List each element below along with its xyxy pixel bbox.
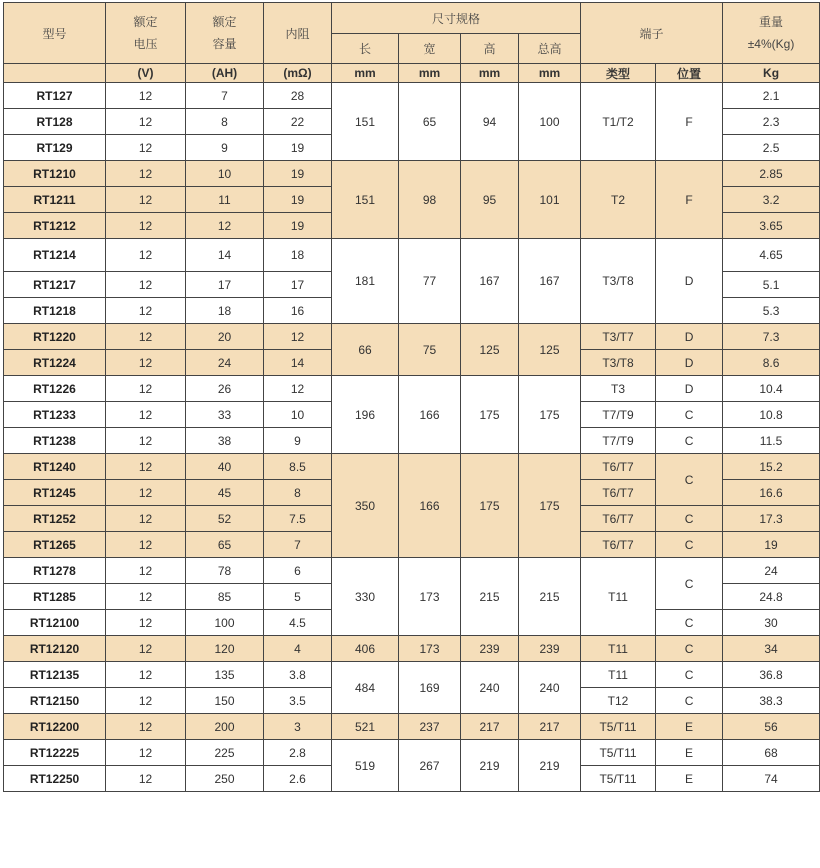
- table-row: [4, 714, 820, 740]
- cell-voltage: 12: [106, 506, 186, 532]
- cell-resistance: 3.8: [264, 662, 332, 688]
- cell-resistance: 8.5: [264, 454, 332, 480]
- cell-weight: 3.65: [723, 213, 820, 239]
- cell-resistance: 7: [264, 532, 332, 558]
- unit-resistance: (mΩ): [264, 64, 332, 83]
- cell-terminal-position: C: [656, 402, 723, 428]
- cell-capacity: 85: [186, 584, 264, 610]
- cell-terminal-type: T11: [581, 558, 656, 636]
- cell-terminal-type: T5/T11: [581, 740, 656, 766]
- cell-voltage: 12: [106, 714, 186, 740]
- cell-voltage: 12: [106, 584, 186, 610]
- cell-width: 173: [399, 558, 461, 636]
- cell-total-height: 215: [519, 558, 581, 636]
- cell-terminal-type: T7/T9: [581, 428, 656, 454]
- cell-capacity: 33: [186, 402, 264, 428]
- cell-model: RT1220: [4, 324, 106, 350]
- unit-terminal-type: 类型: [581, 64, 656, 83]
- cell-voltage: 12: [106, 109, 186, 135]
- header-total-height: 总高: [519, 34, 581, 64]
- cell-model: RT127: [4, 83, 106, 109]
- cell-resistance: 9: [264, 428, 332, 454]
- table-row: [4, 3, 820, 34]
- cell-resistance: 22: [264, 109, 332, 135]
- cell-model: RT129: [4, 135, 106, 161]
- cell-height: 167: [461, 239, 519, 324]
- cell-weight: 2.85: [723, 161, 820, 187]
- cell-model: RT1224: [4, 350, 106, 376]
- cell-terminal-position: C: [656, 558, 723, 610]
- cell-weight: 10.8: [723, 402, 820, 428]
- cell-capacity: 18: [186, 298, 264, 324]
- cell-terminal-type: T6/T7: [581, 506, 656, 532]
- cell-length: 151: [332, 161, 399, 239]
- cell-resistance: 3.5: [264, 688, 332, 714]
- cell-resistance: 10: [264, 402, 332, 428]
- header-length: 长: [332, 34, 399, 64]
- cell-terminal-type: T6/T7: [581, 454, 656, 480]
- cell-weight: 2.3: [723, 109, 820, 135]
- cell-resistance: 12: [264, 376, 332, 402]
- cell-length: 181: [332, 239, 399, 324]
- cell-terminal-position: C: [656, 636, 723, 662]
- cell-voltage: 12: [106, 324, 186, 350]
- cell-capacity: 7: [186, 83, 264, 109]
- cell-voltage: 12: [106, 161, 186, 187]
- cell-weight: 2.1: [723, 83, 820, 109]
- table-row: [4, 83, 820, 109]
- cell-voltage: 12: [106, 402, 186, 428]
- cell-height: 215: [461, 558, 519, 636]
- cell-terminal-position: E: [656, 714, 723, 740]
- cell-height: 94: [461, 83, 519, 161]
- cell-capacity: 9: [186, 135, 264, 161]
- cell-resistance: 16: [264, 298, 332, 324]
- cell-length: 350: [332, 454, 399, 558]
- cell-weight: 74: [723, 766, 820, 792]
- cell-total-height: 175: [519, 454, 581, 558]
- cell-model: RT1240: [4, 454, 106, 480]
- cell-voltage: 12: [106, 83, 186, 109]
- cell-weight: 10.4: [723, 376, 820, 402]
- cell-model: RT1245: [4, 480, 106, 506]
- cell-weight: 8.6: [723, 350, 820, 376]
- unit-capacity: (AH): [186, 64, 264, 83]
- unit-voltage: (V): [106, 64, 186, 83]
- cell-voltage: 12: [106, 187, 186, 213]
- cell-weight: 5.1: [723, 272, 820, 298]
- cell-resistance: 19: [264, 161, 332, 187]
- cell-weight: 7.3: [723, 324, 820, 350]
- cell-weight: 5.3: [723, 298, 820, 324]
- cell-resistance: 3: [264, 714, 332, 740]
- cell-width: 173: [399, 636, 461, 662]
- cell-terminal-position: D: [656, 324, 723, 350]
- cell-terminal-type: T3: [581, 376, 656, 402]
- header-dimensions: 尺寸规格: [332, 3, 581, 34]
- cell-voltage: 12: [106, 662, 186, 688]
- cell-capacity: 11: [186, 187, 264, 213]
- cell-width: 267: [399, 740, 461, 792]
- cell-capacity: 14: [186, 239, 264, 272]
- cell-model: RT1252: [4, 506, 106, 532]
- table-row: [4, 454, 820, 480]
- cell-weight: 15.2: [723, 454, 820, 480]
- cell-terminal-position: D: [656, 350, 723, 376]
- cell-capacity: 26: [186, 376, 264, 402]
- header-terminal: 端子: [581, 3, 723, 64]
- cell-width: 98: [399, 161, 461, 239]
- cell-voltage: 12: [106, 480, 186, 506]
- header-resistance: 内阻: [264, 3, 332, 64]
- cell-length: 330: [332, 558, 399, 636]
- cell-voltage: 12: [106, 239, 186, 272]
- cell-voltage: 12: [106, 636, 186, 662]
- cell-height: 95: [461, 161, 519, 239]
- cell-resistance: 12: [264, 324, 332, 350]
- cell-voltage: 12: [106, 558, 186, 584]
- cell-resistance: 18: [264, 239, 332, 272]
- cell-capacity: 200: [186, 714, 264, 740]
- cell-terminal-position: D: [656, 239, 723, 324]
- cell-total-height: 219: [519, 740, 581, 792]
- cell-total-height: 239: [519, 636, 581, 662]
- cell-model: RT12250: [4, 766, 106, 792]
- cell-height: 125: [461, 324, 519, 376]
- header-capacity-line: 容量: [212, 37, 237, 51]
- table-row: [4, 662, 820, 688]
- cell-voltage: 12: [106, 213, 186, 239]
- cell-terminal-type: T2: [581, 161, 656, 239]
- cell-resistance: 14: [264, 350, 332, 376]
- cell-weight: 36.8: [723, 662, 820, 688]
- table-row: [4, 558, 820, 584]
- unit-width: mm: [399, 64, 461, 83]
- cell-resistance: 5: [264, 584, 332, 610]
- cell-voltage: 12: [106, 135, 186, 161]
- battery-spec-table: [3, 2, 820, 792]
- cell-capacity: 24: [186, 350, 264, 376]
- cell-resistance: 7.5: [264, 506, 332, 532]
- cell-terminal-position: C: [656, 532, 723, 558]
- cell-voltage: 12: [106, 766, 186, 792]
- table-row: [4, 64, 820, 83]
- cell-total-height: 167: [519, 239, 581, 324]
- cell-model: RT12120: [4, 636, 106, 662]
- cell-model: RT1238: [4, 428, 106, 454]
- cell-voltage: 12: [106, 688, 186, 714]
- table-row: [4, 740, 820, 766]
- cell-model: RT1212: [4, 213, 106, 239]
- cell-width: 166: [399, 454, 461, 558]
- cell-terminal-type: T11: [581, 636, 656, 662]
- header-capacity-line: 额定: [212, 15, 237, 29]
- cell-voltage: 12: [106, 740, 186, 766]
- cell-weight: 3.2: [723, 187, 820, 213]
- cell-terminal-type: T6/T7: [581, 532, 656, 558]
- cell-terminal-type: T3/T7: [581, 324, 656, 350]
- cell-resistance: 2.8: [264, 740, 332, 766]
- cell-model: RT12135: [4, 662, 106, 688]
- cell-terminal-type: T1/T2: [581, 83, 656, 161]
- cell-model: RT1210: [4, 161, 106, 187]
- cell-total-height: 175: [519, 376, 581, 454]
- header-weight-line: ±4%(Kg): [747, 37, 795, 51]
- cell-length: 66: [332, 324, 399, 376]
- cell-capacity: 135: [186, 662, 264, 688]
- cell-model: RT12100: [4, 610, 106, 636]
- cell-length: 484: [332, 662, 399, 714]
- cell-model: RT12200: [4, 714, 106, 740]
- cell-weight: 24.8: [723, 584, 820, 610]
- cell-weight: 2.5: [723, 135, 820, 161]
- cell-capacity: 17: [186, 272, 264, 298]
- cell-total-height: 100: [519, 83, 581, 161]
- cell-terminal-type: T11: [581, 662, 656, 688]
- cell-height: 217: [461, 714, 519, 740]
- table-row: [4, 324, 820, 350]
- cell-terminal-position: C: [656, 688, 723, 714]
- cell-capacity: 52: [186, 506, 264, 532]
- cell-resistance: 8: [264, 480, 332, 506]
- cell-terminal-position: C: [656, 506, 723, 532]
- cell-model: RT128: [4, 109, 106, 135]
- cell-model: RT12225: [4, 740, 106, 766]
- cell-capacity: 8: [186, 109, 264, 135]
- cell-resistance: 4: [264, 636, 332, 662]
- cell-terminal-position: F: [656, 161, 723, 239]
- cell-terminal-type: T3/T8: [581, 239, 656, 324]
- cell-total-height: 217: [519, 714, 581, 740]
- cell-capacity: 20: [186, 324, 264, 350]
- cell-height: 175: [461, 454, 519, 558]
- cell-length: 521: [332, 714, 399, 740]
- cell-model: RT1278: [4, 558, 106, 584]
- unit-weight: Kg: [723, 64, 820, 83]
- cell-model: RT1218: [4, 298, 106, 324]
- cell-voltage: 12: [106, 610, 186, 636]
- cell-width: 75: [399, 324, 461, 376]
- unit-height: mm: [461, 64, 519, 83]
- table-row: [4, 376, 820, 402]
- cell-model: RT1265: [4, 532, 106, 558]
- cell-terminal-position: C: [656, 610, 723, 636]
- cell-width: 77: [399, 239, 461, 324]
- cell-height: 240: [461, 662, 519, 714]
- cell-capacity: 10: [186, 161, 264, 187]
- cell-resistance: 2.6: [264, 766, 332, 792]
- cell-weight: 34: [723, 636, 820, 662]
- cell-weight: 19: [723, 532, 820, 558]
- cell-total-height: 101: [519, 161, 581, 239]
- cell-weight: 16.6: [723, 480, 820, 506]
- table-row: [4, 161, 820, 187]
- header-height: 高: [461, 34, 519, 64]
- cell-terminal-type: T6/T7: [581, 480, 656, 506]
- cell-terminal-type: T12: [581, 688, 656, 714]
- cell-weight: 24: [723, 558, 820, 584]
- cell-height: 175: [461, 376, 519, 454]
- cell-terminal-position: F: [656, 83, 723, 161]
- cell-voltage: 12: [106, 376, 186, 402]
- cell-capacity: 120: [186, 636, 264, 662]
- cell-capacity: 38: [186, 428, 264, 454]
- header-model: 型号: [4, 3, 106, 64]
- cell-resistance: 4.5: [264, 610, 332, 636]
- cell-terminal-position: C: [656, 454, 723, 506]
- cell-weight: 56: [723, 714, 820, 740]
- cell-width: 237: [399, 714, 461, 740]
- cell-model: RT1226: [4, 376, 106, 402]
- unit-terminal-position: 位置: [656, 64, 723, 83]
- cell-capacity: 100: [186, 610, 264, 636]
- cell-total-height: 240: [519, 662, 581, 714]
- cell-length: 519: [332, 740, 399, 792]
- cell-resistance: 17: [264, 272, 332, 298]
- cell-voltage: 12: [106, 298, 186, 324]
- cell-length: 406: [332, 636, 399, 662]
- cell-model: RT1211: [4, 187, 106, 213]
- cell-capacity: 225: [186, 740, 264, 766]
- cell-length: 151: [332, 83, 399, 161]
- cell-resistance: 6: [264, 558, 332, 584]
- header-voltage-line: 额定: [133, 15, 158, 29]
- cell-terminal-type: T5/T11: [581, 714, 656, 740]
- cell-height: 239: [461, 636, 519, 662]
- cell-model: RT1285: [4, 584, 106, 610]
- cell-width: 169: [399, 662, 461, 714]
- cell-width: 166: [399, 376, 461, 454]
- cell-weight: 30: [723, 610, 820, 636]
- cell-resistance: 19: [264, 187, 332, 213]
- cell-weight: 4.65: [723, 239, 820, 272]
- cell-weight: 17.3: [723, 506, 820, 532]
- cell-weight: 11.5: [723, 428, 820, 454]
- cell-resistance: 28: [264, 83, 332, 109]
- cell-width: 65: [399, 83, 461, 161]
- cell-height: 219: [461, 740, 519, 792]
- cell-weight: 38.3: [723, 688, 820, 714]
- cell-capacity: 250: [186, 766, 264, 792]
- cell-terminal-position: C: [656, 428, 723, 454]
- cell-model: RT1217: [4, 272, 106, 298]
- header-voltage-line: 电压: [133, 37, 158, 51]
- cell-terminal-type: T7/T9: [581, 402, 656, 428]
- header-weight-line: 重量: [759, 15, 784, 29]
- header-width: 宽: [399, 34, 461, 64]
- cell-terminal-position: E: [656, 766, 723, 792]
- header-capacity: [186, 3, 264, 64]
- cell-capacity: 12: [186, 213, 264, 239]
- cell-voltage: 12: [106, 454, 186, 480]
- cell-length: 196: [332, 376, 399, 454]
- cell-resistance: 19: [264, 213, 332, 239]
- header-voltage: [106, 3, 186, 64]
- cell-model: RT12150: [4, 688, 106, 714]
- cell-voltage: 12: [106, 428, 186, 454]
- cell-terminal-position: C: [656, 662, 723, 688]
- unit-voltage-and-model: [4, 64, 106, 83]
- cell-model: RT1214: [4, 239, 106, 272]
- table-row: [4, 636, 820, 662]
- cell-capacity: 78: [186, 558, 264, 584]
- cell-model: RT1233: [4, 402, 106, 428]
- cell-voltage: 12: [106, 272, 186, 298]
- cell-total-height: 125: [519, 324, 581, 376]
- cell-terminal-position: E: [656, 740, 723, 766]
- cell-voltage: 12: [106, 350, 186, 376]
- table-row: [4, 239, 820, 272]
- cell-terminal-type: T3/T8: [581, 350, 656, 376]
- cell-weight: 68: [723, 740, 820, 766]
- cell-terminal-type: T5/T11: [581, 766, 656, 792]
- cell-capacity: 65: [186, 532, 264, 558]
- unit-total-height: mm: [519, 64, 581, 83]
- cell-capacity: 150: [186, 688, 264, 714]
- unit-length: mm: [332, 64, 399, 83]
- cell-capacity: 40: [186, 454, 264, 480]
- cell-terminal-position: D: [656, 376, 723, 402]
- header-weight: [723, 3, 820, 64]
- cell-voltage: 12: [106, 532, 186, 558]
- cell-resistance: 19: [264, 135, 332, 161]
- cell-capacity: 45: [186, 480, 264, 506]
